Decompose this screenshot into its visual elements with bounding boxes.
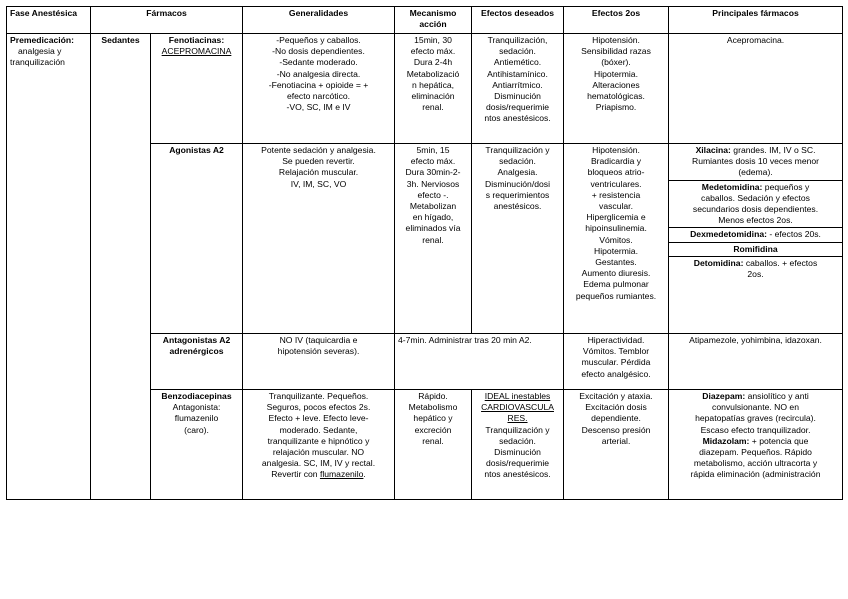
fen-des-3: Antihistamínico. <box>487 68 548 79</box>
benzo-gen-8-prefix: Revertir con <box>271 469 320 480</box>
fen-des-5: Disminución <box>494 91 541 102</box>
row-fenotiacinas <box>7 34 843 144</box>
detomidina-l2: 2os. <box>747 269 764 280</box>
benzo-gen-7: analgesia. SC, IM, IV y rectal. <box>261 458 376 469</box>
antagonistas-name-l2: adrenérgicos <box>169 346 224 357</box>
ago-mec-6: en hígado, <box>412 212 454 223</box>
benzo-sec-4: arterial. <box>601 435 631 446</box>
benzo-gen-8-suffix: . <box>363 469 366 480</box>
benzo-gen-6: relajación muscular. NO <box>272 447 365 458</box>
fase-line-2: analgesia y <box>18 46 62 57</box>
fenotiacinas-mecanismo <box>395 34 472 144</box>
fase-cell <box>7 34 91 500</box>
ago-sec-10: Gestantes. <box>595 257 637 268</box>
header-farmacos: Fármacos <box>91 7 243 34</box>
antagonistas-generalidades <box>243 334 395 390</box>
xilacina-l2: Rumiantes dosis 10 veces menor <box>691 156 820 167</box>
benzo-antagonista-l2: flumazenilo <box>174 413 219 424</box>
benzodiacepinas-secundarios <box>564 390 669 500</box>
ago-des-2: Analgesia. <box>497 167 538 178</box>
dexmedetomidina-block <box>669 228 842 242</box>
medetomidina-l1: pequeños y <box>762 181 810 192</box>
fenotiacinas-generalidades <box>243 34 395 144</box>
benzodiacepinas-principales <box>669 390 843 500</box>
diazepam-l1: ansiolítico y anti <box>745 391 809 401</box>
benzo-des-u2: CARDIOVASCULA <box>481 402 554 413</box>
xilacina-block <box>669 144 842 181</box>
benzo-des-4: ntos anestésicos. <box>484 469 551 480</box>
midazolam-name: Midazolam: <box>702 435 750 446</box>
ago-gen-3: IV, IM, SC, VO <box>290 178 347 189</box>
benzo-des-2: Disminución <box>494 447 541 458</box>
header-mecanismo-l1: Mecanismo <box>409 8 457 18</box>
benzo-sec-3: Descenso presión <box>581 424 651 435</box>
fen-mec-2: Dura 2-4h <box>413 57 453 68</box>
medetomidina-l3: secundarios dosis dependientes. <box>692 204 819 215</box>
benzo-antagonista-l3: (caro). <box>184 424 209 435</box>
ant-gen-0: NO IV (taquicardia e <box>279 335 358 345</box>
fen-gen-1: -No dosis dependientes. <box>272 46 365 57</box>
benzo-antagonista-l1: Antagonista: <box>172 402 221 413</box>
benzo-sec-2: dependiente. <box>591 413 641 424</box>
benzo-mec-2: hepático y <box>413 413 453 424</box>
detomidina-name: Detomidina: <box>693 257 744 268</box>
ago-des-4: s requerimientos <box>485 189 550 200</box>
benzodiacepinas-mecanismo <box>395 390 472 500</box>
benzo-sec-1: Excitación dosis <box>585 402 647 413</box>
fenotiacinas-secundarios <box>564 34 669 144</box>
benzo-mec-4: renal. <box>422 435 444 446</box>
ago-mec-3: 3h. Nerviosos <box>406 178 460 189</box>
header-principales: Principales fármacos <box>669 7 843 34</box>
header-efectos-deseados: Efectos deseados <box>472 7 564 34</box>
benzo-des-3: dosis/requerimie <box>485 458 550 469</box>
ago-gen-1: Se pueden revertir. <box>282 156 355 167</box>
fenotiacinas-name: Fenotiacinas: <box>168 35 225 45</box>
fen-mec-4: n hepática, <box>411 79 455 90</box>
ant-gen-1: hipotensión severas). <box>277 346 360 357</box>
fen-mec-1: efecto máx. <box>410 46 456 57</box>
ago-sec-3: ventriculares. <box>590 178 642 189</box>
medetomidina-l4: Menos efectos 2os. <box>718 215 793 226</box>
fen-sec-0: Hipotensión. <box>592 35 640 45</box>
benzo-des-u1: IDEAL inestables <box>484 391 551 401</box>
detomidina-l1: caballos. + efectos <box>743 257 818 268</box>
ago-mec-1: efecto máx. <box>410 156 456 167</box>
ago-sec-4: + resistencia <box>591 189 641 200</box>
ago-sec-0: Hipotensión. <box>592 145 640 155</box>
benzo-des-u3: RES. <box>507 413 528 424</box>
flumazenilo-link: flumazenilo <box>319 469 364 480</box>
benzo-mec-0: Rápido. <box>418 391 448 401</box>
ago-des-0: Tranquilización y <box>485 145 550 155</box>
ago-sec-2: bloqueos atrio- <box>587 167 645 178</box>
ago-sec-13: pequeños rumiantes. <box>575 290 657 301</box>
detomidina-block <box>669 257 842 281</box>
fen-des-4: Antiarrítmico. <box>492 79 543 90</box>
benzo-mec-3: excreción <box>414 424 452 435</box>
fen-des-7: ntos anestésicos. <box>484 113 551 124</box>
ago-mec-8: renal. <box>422 234 444 245</box>
midazolam-l4: rápida eliminación (administración <box>690 469 821 480</box>
category-sedantes: Sedantes <box>91 34 151 500</box>
fen-sec-1: Sensibilidad razas <box>581 46 651 57</box>
header-fase: Fase Anestésica <box>7 7 91 34</box>
ant-sec-0: Hiperactividad. <box>587 335 645 345</box>
midazolam-l2: diazepam. Pequeños. Rápido <box>699 447 812 458</box>
ant-sec-1: Vómitos. Temblor <box>582 346 650 357</box>
benzo-sec-0: Excitación y ataxia. <box>579 391 653 401</box>
fen-des-6: dosis/requerimie <box>485 102 550 113</box>
ago-sec-1: Bradicardia y <box>590 156 642 167</box>
medetomidina-name: Medetomidina: <box>701 181 763 192</box>
benzo-gen-3: Efecto + leve. Efecto leve- <box>268 413 369 424</box>
agonistas-principales <box>669 144 843 334</box>
ago-mec-5: Metabolizan <box>409 201 457 212</box>
benzo-gen-4: moderado. Sedante, <box>279 424 358 435</box>
document-page <box>6 6 843 500</box>
xilacina-name: Xilacina: <box>695 145 731 155</box>
fen-mec-0: 15min, 30 <box>414 35 452 45</box>
ago-sec-6: Hiperglicemia e <box>586 212 646 223</box>
fen-des-2: Antiemético. <box>493 57 542 68</box>
xilacina-l3: (edema). <box>738 167 773 178</box>
fen-sec-5: hematológicas. <box>587 91 645 102</box>
agonistas-mecanismo <box>395 144 472 334</box>
diazepam-name: Diazepam: <box>702 391 746 401</box>
ago-sec-5: vascular. <box>599 201 633 212</box>
ago-gen-2: Relajación muscular. <box>278 167 359 178</box>
fenotiacinas-principales: Acepromacina. <box>669 34 843 144</box>
benzo-gen-5: tranquilizante e hipnótico y <box>267 435 370 446</box>
ago-sec-8: Vómitos. <box>599 234 633 245</box>
diazepam-l4: Escaso efecto tranquilizador. <box>700 424 811 435</box>
fen-mec-6: renal. <box>422 102 444 113</box>
diazepam-l2: convulsionante. NO en <box>712 402 799 413</box>
ago-sec-9: Hipotermia. <box>594 245 638 256</box>
ago-des-5: anestésicos. <box>493 201 542 212</box>
ago-sec-7: hipoinsulinemia. <box>585 223 647 234</box>
romifidina-name: Romifidina <box>733 243 778 254</box>
antagonistas-mecanismo: 4-7min. Administrar tras 20 min A2. <box>395 334 564 390</box>
benzo-gen-1: Tranquilizante. Pequeños. <box>268 391 369 401</box>
benzo-des-1: sedación. <box>499 435 536 446</box>
ago-mec-2: Dura 30min-2- <box>405 167 461 178</box>
xilacina-l1: grandes. IM, IV o SC. <box>730 145 816 155</box>
benzo-des-0: Tranquilización y <box>485 424 550 435</box>
antagonistas-name-l1: Antagonistas A2 <box>162 335 231 345</box>
fase-title: Premedicación: <box>10 35 74 45</box>
benzodiacepinas-name-cell <box>151 390 243 500</box>
agonistas-name: Agonistas A2 <box>151 144 243 334</box>
fen-gen-4: -Fenotiacina + opioide = + <box>268 79 369 90</box>
fen-gen-2: -Sedante moderado. <box>279 57 358 68</box>
diazepam-l3: hepatopatías graves (recircula). <box>695 413 816 424</box>
fen-gen-0: -Pequeños y caballos. <box>276 35 361 45</box>
benzo-gen-2: Seguros, pocos efectos 2s. <box>266 402 371 413</box>
fen-gen-5: efecto narcótico. <box>286 91 351 102</box>
ago-mec-0: 5min, 15 <box>416 145 450 155</box>
ago-gen-0: Potente sedación y analgesia. <box>261 145 376 155</box>
dexmedetomidina-text: - efectos 20s. <box>766 229 821 240</box>
fen-gen-6: -VO, SC, IM e IV <box>286 102 351 113</box>
agonistas-secundarios <box>564 144 669 334</box>
benzodiacepinas-name: Benzodiacepinas <box>161 391 232 401</box>
fase-line-3: tranquilización <box>10 57 65 68</box>
romifidina-block <box>669 243 842 257</box>
midazolam-l3: metabolismo, acción ultracorta y <box>693 458 818 469</box>
antagonistas-secundarios <box>564 334 669 390</box>
agonistas-generalidades <box>243 144 395 334</box>
ago-sec-11: Aumento diuresis. <box>581 268 651 279</box>
fen-des-1: sedación. <box>499 46 536 57</box>
fenotiacinas-name-cell <box>151 34 243 144</box>
fen-sec-6: Priapismo. <box>595 102 637 113</box>
ago-sec-12: Edema pulmonar <box>583 279 649 290</box>
anesthesia-table <box>6 6 843 500</box>
benzodiacepinas-generalidades <box>243 390 395 500</box>
medetomidina-block <box>669 181 842 229</box>
fen-sec-2: (bóxer). <box>601 57 631 68</box>
antagonistas-principales: Atipamezole, yohimbina, idazoxan. <box>669 334 843 390</box>
benzo-mec-1: Metabolismo <box>408 402 458 413</box>
ago-mec-4: efecto -. <box>417 189 449 200</box>
fen-des-0: Tranquilización, <box>487 35 548 45</box>
ago-des-1: sedación. <box>499 156 536 167</box>
dexmedetomidina-name: Dexmedetomidina: <box>690 229 767 240</box>
ant-sec-2: muscular. Pérdida <box>581 357 651 368</box>
antagonistas-name <box>151 334 243 390</box>
ago-des-3: Disminución/dosi <box>485 178 550 189</box>
ago-mec-7: eliminados vía <box>405 223 461 234</box>
header-row <box>7 7 843 34</box>
fen-sec-3: Hipotermia. <box>594 68 638 79</box>
medetomidina-l2: caballos. Sedación y efectos <box>701 192 810 203</box>
fen-mec-3: Metabolizació <box>406 68 460 79</box>
acepromacina-link: ACEPROMACINA <box>161 46 232 57</box>
header-mecanismo-l2: acción <box>419 19 447 30</box>
fen-gen-3: -No analgesia directa. <box>276 68 361 79</box>
benzodiacepinas-deseados <box>472 390 564 500</box>
ant-sec-3: efecto analgésico. <box>581 368 651 379</box>
fen-sec-4: Alteraciones <box>592 79 640 90</box>
fenotiacinas-deseados <box>472 34 564 144</box>
agonistas-deseados <box>472 144 564 334</box>
midazolam-l1: + potencia que <box>749 435 809 446</box>
fen-mec-5: eliminación <box>411 91 455 102</box>
header-mecanismo <box>395 7 472 34</box>
header-generalidades: Generalidades <box>243 7 395 34</box>
header-efectos-2os: Efectos 2os <box>564 7 669 34</box>
